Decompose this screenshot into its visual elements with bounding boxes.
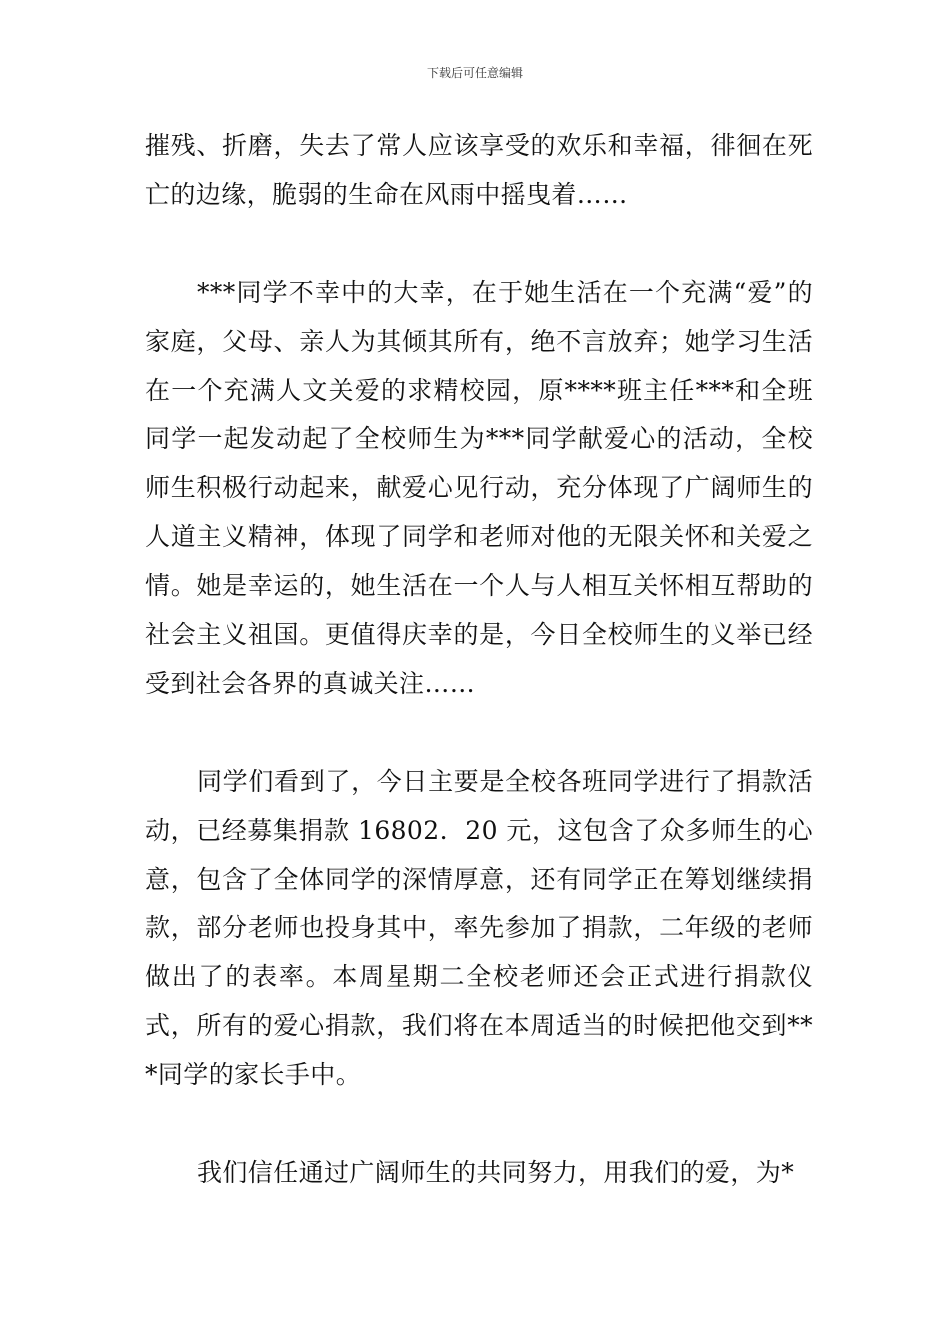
paragraph-1: 摧残、折磨，失去了常人应该享受的欢乐和幸福，徘徊在死亡的边缘，脆弱的生命在风雨中摇曳着……: [145, 131, 813, 209]
paragraph-spacer: [145, 709, 813, 758]
paragraph-4: 我们信任通过广阔师生的共同努力，用我们的爱，为*: [197, 1157, 795, 1187]
paragraph-spacer: [145, 1100, 813, 1149]
paragraph-3: 同学们看到了，今日主要是全校各班同学进行了捐款活动，已经募集捐款 16802．20 元，这包含了众多师生的心意，包含了全体同学的深情厚意，还有同学正在筹划继续捐款，部分老师也投身其中，率先参加了捐款，二年级的老师做出了的表率。本周星期二全校老师还会正式进行捐款仪式，所有的爱心捐款，我们将在本周适当的时候把他交到***同学的家长手中。: [145, 766, 813, 1090]
paragraph-2: ***同学不幸中的大幸，在于她生活在一个充满“爱”的家庭，父母、亲人为其倾其所有，绝不言放弃；她学习生活在一个充满人文关爱的求精校园，原****班主任***和全班同学一起发动起了全校师生为***同学献爱心的活动，全校师生积极行动起来，献爱心见行动，充分体现了广阔师生的人道主义精神，体现了同学和老师对他的无限关怀和关爱之情。她是幸运的，她生活在一个人与人相互关怀相互帮助的社会主义祖国。更值得庆幸的是，今日全校师生的义举已经受到社会各界的真诚关注……: [145, 277, 813, 698]
page-header-note: 下载后可任意编辑: [426, 66, 523, 80]
paragraph-spacer: [145, 220, 813, 269]
document-body: [145, 122, 813, 1198]
